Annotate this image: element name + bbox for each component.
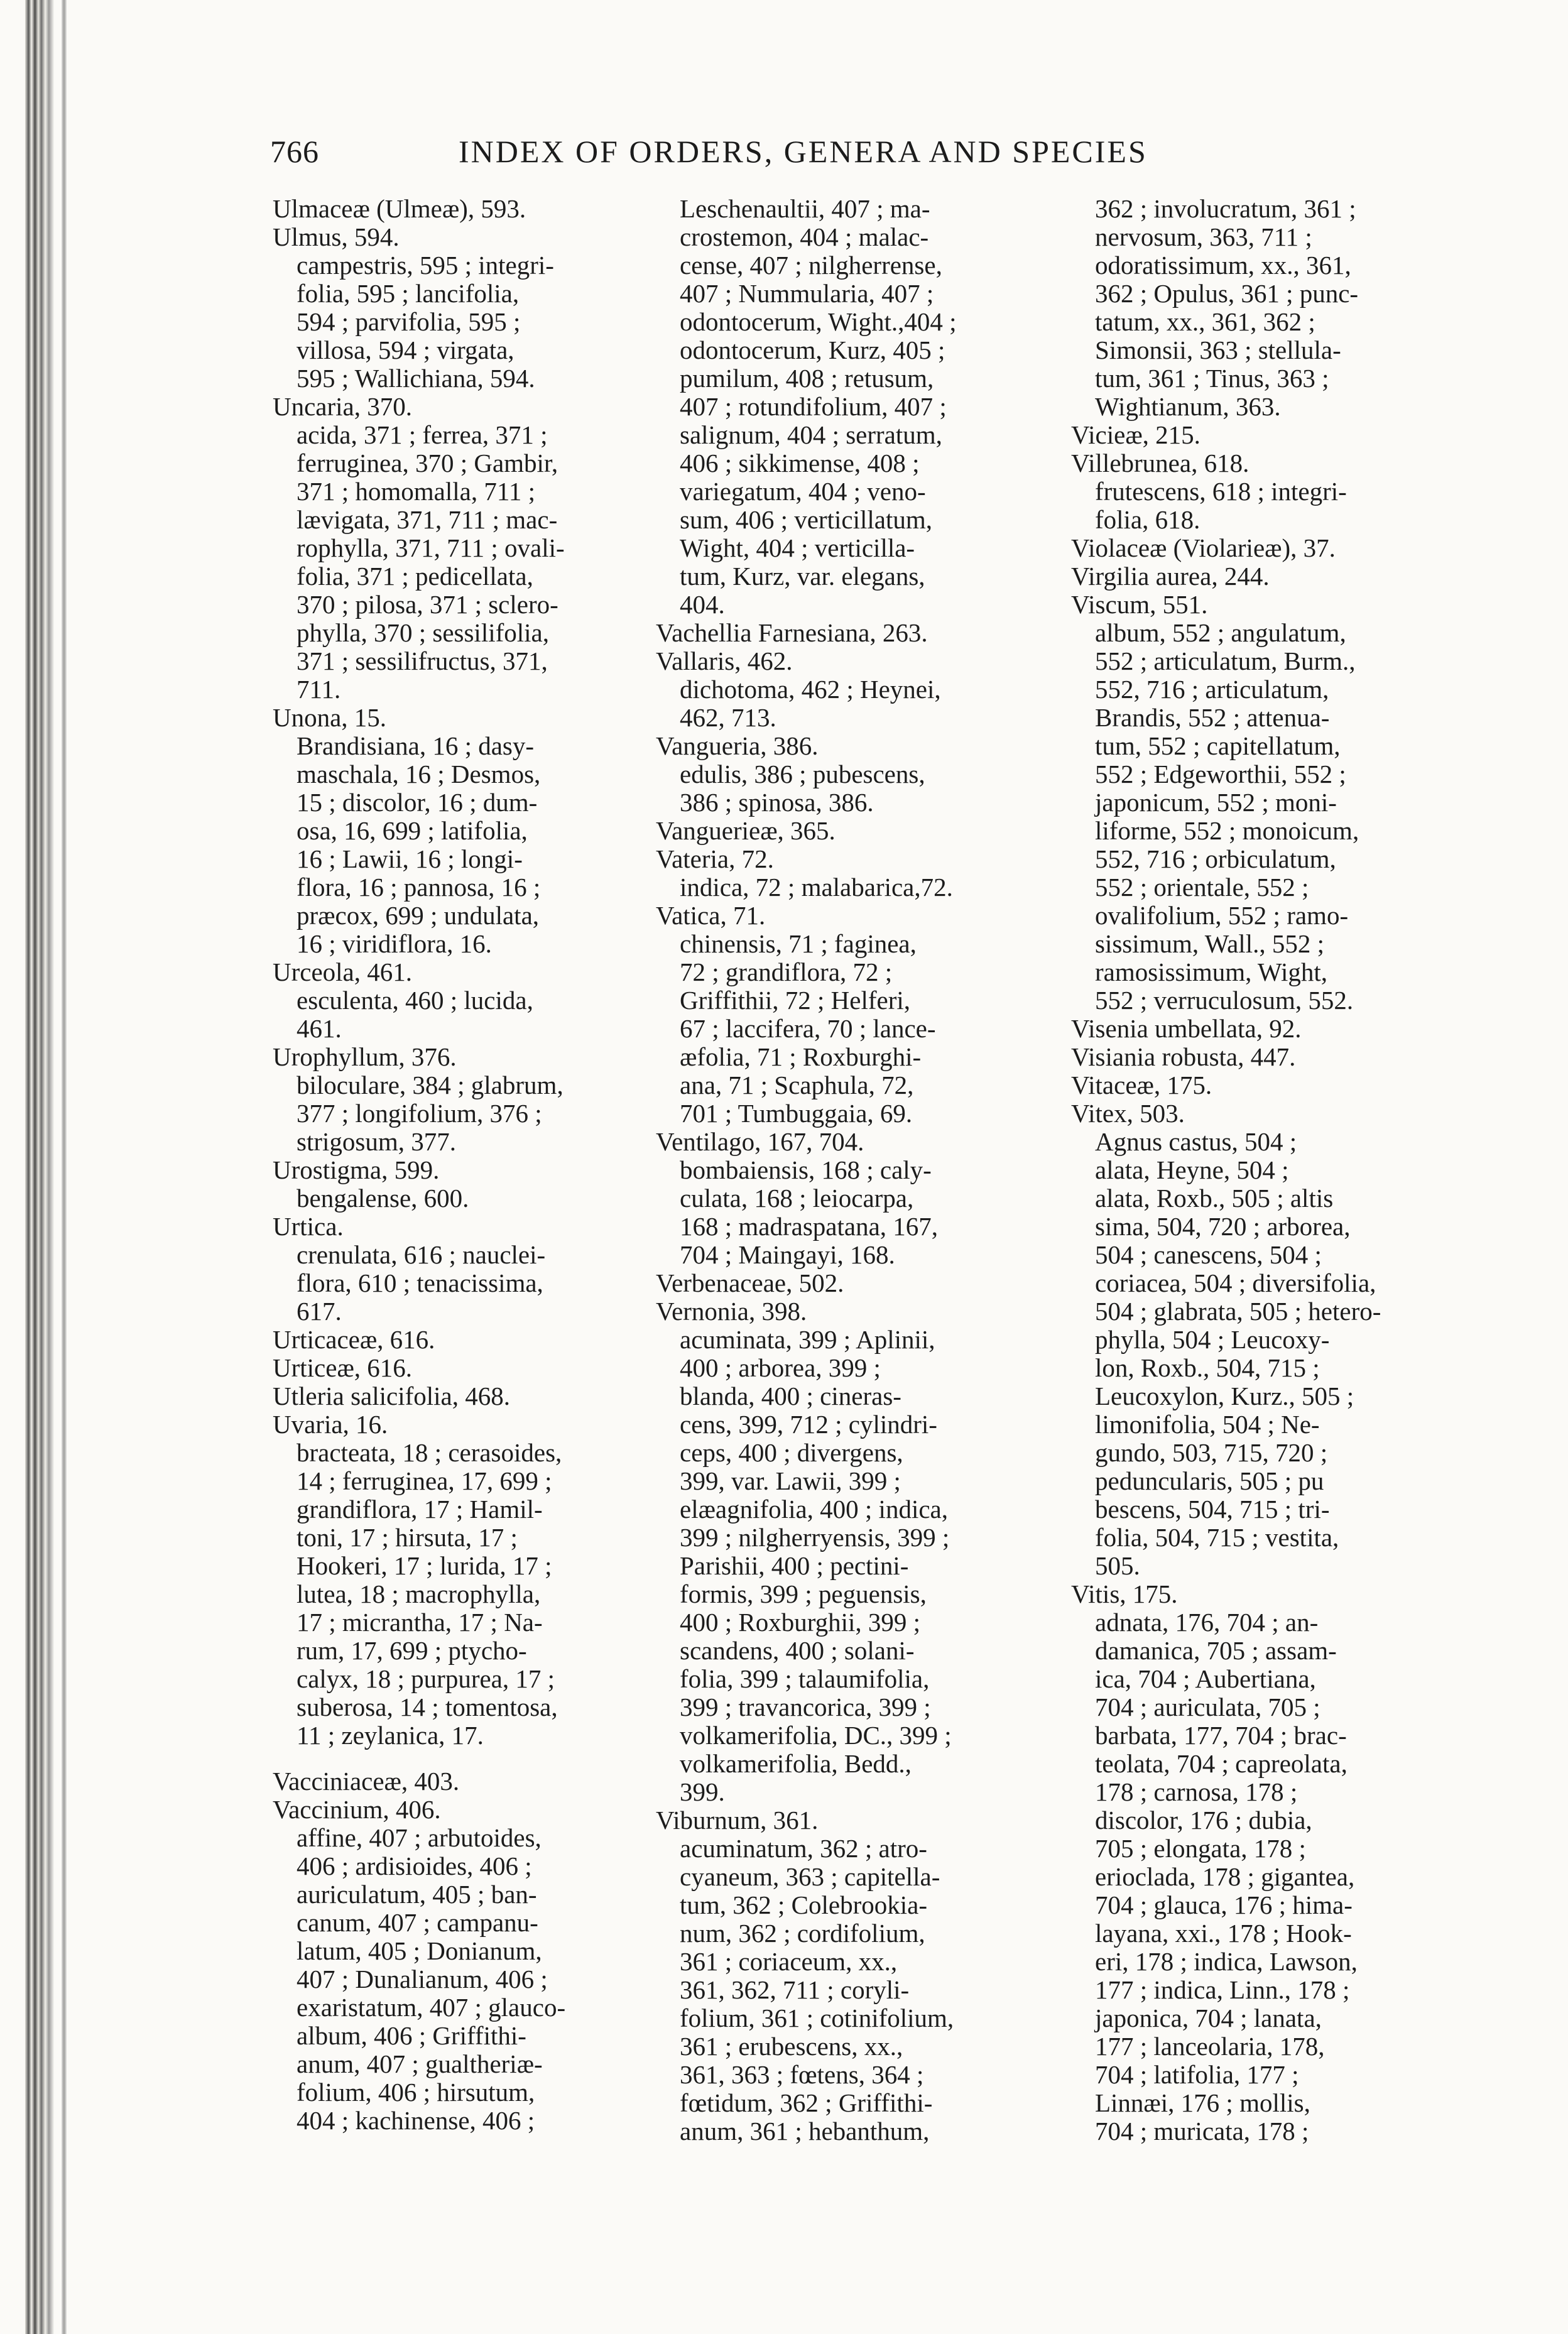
index-species-line: coriacea, 504 ; diversifolia, xyxy=(1095,1268,1376,1297)
index-entry-heading: Viscum, 551. xyxy=(1071,590,1208,619)
index-species-line: strigosum, 377. xyxy=(297,1127,456,1156)
index-entry-heading: Viburnum, 361. xyxy=(656,1806,819,1835)
index-species-line: 704 ; Maingayi, 168. xyxy=(680,1240,895,1269)
index-species-line: limonifolia, 504 ; Ne- xyxy=(1095,1410,1320,1439)
index-species-line: sum, 406 ; verticillatum, xyxy=(680,505,932,534)
index-species-line: 11 ; zeylanica, 17. xyxy=(297,1721,484,1750)
index-entry-heading: Urophyllum, 376. xyxy=(273,1042,457,1071)
index-species-line: discolor, 176 ; dubia, xyxy=(1095,1806,1312,1835)
index-species-line: ferruginea, 370 ; Gambir, xyxy=(297,449,558,477)
index-species-line: Hookeri, 17 ; lurida, 17 ; xyxy=(297,1551,552,1580)
index-species-line: fœtidum, 362 ; Griffithi- xyxy=(680,2088,933,2117)
index-species-line: folia, 504, 715 ; vestita, xyxy=(1095,1523,1339,1552)
index-species-line: 407 ; rotundifolium, 407 ; xyxy=(680,392,947,421)
index-species-line: canum, 407 ; campanu- xyxy=(297,1908,538,1937)
index-species-line: flora, 610 ; tenacissima, xyxy=(297,1268,543,1297)
index-entry-heading: Vangueria, 386. xyxy=(656,731,819,760)
index-species-line: 362 ; Opulus, 361 ; punc- xyxy=(1095,279,1359,308)
index-species-line: cense, 407 ; nilgherrense, xyxy=(680,251,942,280)
index-species-line: ana, 71 ; Scaphula, 72, xyxy=(680,1071,914,1099)
index-species-line: 399. xyxy=(680,1777,725,1806)
index-species-line: phylla, 504 ; Leucoxy- xyxy=(1095,1325,1330,1354)
index-species-line: 177 ; indica, Linn., 178 ; xyxy=(1095,1975,1350,2004)
index-species-line: phylla, 370 ; sessilifolia, xyxy=(297,618,549,647)
index-species-line: scandens, 400 ; solani- xyxy=(680,1636,915,1665)
index-species-line: damanica, 705 ; assam- xyxy=(1095,1636,1337,1665)
index-entry-heading: Urticeæ, 616. xyxy=(273,1353,413,1382)
index-species-line: Leucoxylon, Kurz., 505 ; xyxy=(1095,1382,1354,1410)
index-species-line: 461. xyxy=(297,1014,342,1043)
index-species-line: nervosum, 363, 711 ; xyxy=(1095,222,1312,251)
index-species-line: 404. xyxy=(680,590,725,619)
index-species-line: volkamerifolia, DC., 399 ; xyxy=(680,1721,952,1750)
index-entry-heading: Unona, 15. xyxy=(273,703,387,732)
index-species-line: num, 362 ; cordifolium, xyxy=(680,1919,925,1948)
index-species-line: affine, 407 ; arbutoides, xyxy=(297,1823,542,1852)
index-species-line: liforme, 552 ; monoicum, xyxy=(1095,816,1359,845)
index-species-line: lon, Roxb., 504, 715 ; xyxy=(1095,1353,1320,1382)
index-entry-heading: Visiania robusta, 447. xyxy=(1071,1042,1296,1071)
index-entry-heading: Urceola, 461. xyxy=(273,957,412,986)
index-entry-heading xyxy=(273,1750,634,1767)
index-species-line: 406 ; sikkimense, 408 ; xyxy=(680,449,920,477)
index-species-line: bengalense, 600. xyxy=(297,1184,469,1213)
index-species-line: 177 ; lanceolaria, 178, xyxy=(1095,2032,1325,2061)
index-species-line: crostemon, 404 ; malac- xyxy=(680,222,929,251)
index-species-line: frutescens, 618 ; integri- xyxy=(1095,477,1347,506)
index-species-line: cens, 399, 712 ; cylindri- xyxy=(680,1410,937,1439)
page-binding-edge xyxy=(25,0,54,2334)
index-species-line: Simonsii, 363 ; stellula- xyxy=(1095,335,1341,364)
index-species-line: 72 ; grandiflora, 72 ; xyxy=(680,957,893,986)
index-species-line: 371 ; sessilifructus, 371, xyxy=(297,646,548,675)
index-species-line: gundo, 503, 715, 720 ; xyxy=(1095,1438,1328,1467)
index-entry-heading: Ventilago, 167, 704. xyxy=(656,1127,864,1156)
index-species-line: album, 406 ; Griffithi- xyxy=(297,2021,526,2050)
index-species-line: folia, 399 ; talaumifolia, xyxy=(680,1664,930,1693)
index-species-line: 371 ; homomalla, 711 ; xyxy=(297,477,535,506)
index-species-line: æfolia, 71 ; Roxburghi- xyxy=(680,1042,922,1071)
index-species-line: folium, 406 ; hirsutum, xyxy=(297,2078,535,2107)
index-species-line: Wight, 404 ; verticilla- xyxy=(680,533,915,562)
index-species-line: 505. xyxy=(1095,1551,1140,1580)
index-species-line: alata, Roxb., 505 ; altis xyxy=(1095,1184,1334,1213)
index-species-line: 704 ; muricata, 178 ; xyxy=(1095,2117,1309,2146)
index-species-line: 400 ; arborea, 399 ; xyxy=(680,1353,881,1382)
index-species-line: peduncularis, 505 ; pu xyxy=(1095,1466,1324,1495)
index-species-line: 462, 713. xyxy=(680,703,776,732)
index-species-line: latum, 405 ; Donianum, xyxy=(297,1936,542,1965)
index-entry-heading: Violaceæ (Violarieæ), 37. xyxy=(1071,533,1336,562)
index-species-line: sima, 504, 720 ; arborea, xyxy=(1095,1212,1351,1241)
index-species-line: anum, 361 ; hebanthum, xyxy=(680,2117,930,2146)
index-species-line: 17 ; micrantha, 17 ; Na- xyxy=(297,1608,543,1637)
index-species-line: 16 ; Lawii, 16 ; longi- xyxy=(297,844,523,873)
page-number: 766 xyxy=(270,134,319,169)
index-species-line: Linnæi, 176 ; mollis, xyxy=(1095,2088,1310,2117)
index-species-line: odoratissimum, xx., 361, xyxy=(1095,251,1351,280)
index-column-1 xyxy=(273,195,634,2135)
index-species-line: teolata, 704 ; capreolata, xyxy=(1095,1749,1348,1778)
index-species-line: Leschenaultii, 407 ; ma- xyxy=(680,194,930,223)
index-species-line: 552, 716 ; orbiculatum, xyxy=(1095,844,1336,873)
index-entry-heading: Uvaria, 16. xyxy=(273,1410,388,1439)
index-species-line: flora, 16 ; pannosa, 16 ; xyxy=(297,873,541,902)
index-entry-heading: Villebrunea, 618. xyxy=(1071,449,1250,477)
index-entry-heading: Vallaris, 462. xyxy=(656,646,793,675)
index-entry-heading: Vatica, 71. xyxy=(656,901,766,930)
index-species-line: 386 ; spinosa, 386. xyxy=(680,788,874,817)
index-species-line: ramosissimum, Wight, xyxy=(1095,957,1328,986)
index-species-line: sissimum, Wall., 552 ; xyxy=(1095,929,1324,958)
index-species-line: adnata, 176, 704 ; an- xyxy=(1095,1608,1319,1637)
index-species-line: tum, 552 ; capitellatum, xyxy=(1095,731,1341,760)
index-entry-heading: Virgilia aurea, 244. xyxy=(1071,562,1270,591)
index-species-line: 399 ; travancorica, 399 ; xyxy=(680,1693,931,1721)
index-species-line: chinensis, 71 ; faginea, xyxy=(680,929,917,958)
page-header xyxy=(270,133,1250,177)
index-species-line: lutea, 18 ; macrophylla, xyxy=(297,1579,541,1608)
index-species-line: 552 ; verruculosum, 552. xyxy=(1095,986,1354,1015)
index-species-line: japonica, 704 ; lanata, xyxy=(1095,2004,1322,2032)
index-species-line: 704 ; auriculata, 705 ; xyxy=(1095,1693,1320,1721)
index-species-line: tum, Kurz, var. elegans, xyxy=(680,562,925,591)
index-species-line: calyx, 18 ; purpurea, 17 ; xyxy=(297,1664,555,1693)
index-species-line: osa, 16, 699 ; latifolia, xyxy=(297,816,528,845)
index-species-line: anum, 407 ; gualtheriæ- xyxy=(297,2049,543,2078)
index-species-line: acuminata, 399 ; Aplinii, xyxy=(680,1325,935,1354)
index-entry-heading: Vachellia Farnesiana, 263. xyxy=(656,618,928,647)
index-species-line: tatum, xx., 361, 362 ; xyxy=(1095,307,1315,336)
index-species-line: 377 ; longifolium, 376 ; xyxy=(297,1099,542,1128)
index-species-line: folia, 618. xyxy=(1095,505,1200,534)
index-species-line: villosa, 594 ; virgata, xyxy=(297,335,514,364)
index-species-line: 552 ; Edgeworthii, 552 ; xyxy=(1095,760,1346,788)
index-entry-heading: Ulmus, 594. xyxy=(273,222,400,251)
index-species-line: 399, var. Lawii, 399 ; xyxy=(680,1466,901,1495)
index-species-line: Brandis, 552 ; attenua- xyxy=(1095,703,1330,732)
index-species-line: campestris, 595 ; integri- xyxy=(297,251,554,280)
index-species-line: bracteata, 18 ; cerasoides, xyxy=(297,1438,562,1467)
index-entry-heading: Visenia umbellata, 92. xyxy=(1071,1014,1302,1043)
index-species-line: salignum, 404 ; serratum, xyxy=(680,420,942,449)
index-species-line: exaristatum, 407 ; glauco- xyxy=(297,1993,566,2022)
index-species-line: bombaiensis, 168 ; caly- xyxy=(680,1155,932,1184)
index-species-line: culata, 168 ; leiocarpa, xyxy=(680,1184,914,1213)
index-species-line: Agnus castus, 504 ; xyxy=(1095,1127,1297,1156)
index-entry-heading: Vanguerieæ, 365. xyxy=(656,816,836,845)
index-entry-heading: Urticaceæ, 616. xyxy=(273,1325,435,1354)
index-species-line: 404 ; kachinense, 406 ; xyxy=(297,2106,535,2135)
index-species-line: biloculare, 384 ; glabrum, xyxy=(297,1071,564,1099)
index-species-line: 67 ; laccifera, 70 ; lance- xyxy=(680,1014,936,1043)
index-species-line: tum, 361 ; Tinus, 363 ; xyxy=(1095,364,1329,393)
page-binding-shadow xyxy=(62,0,67,2334)
index-species-line: 552, 716 ; articulatum, xyxy=(1095,675,1329,704)
index-species-line: folia, 595 ; lancifolia, xyxy=(297,279,520,308)
index-species-line: acida, 371 ; ferrea, 371 ; xyxy=(297,420,548,449)
index-species-line: 594 ; parvifolia, 595 ; xyxy=(297,307,521,336)
index-species-line: auriculatum, 405 ; ban- xyxy=(297,1880,537,1909)
index-species-line: Parishii, 400 ; pectini- xyxy=(680,1551,909,1580)
index-entry-heading: Urostigma, 599. xyxy=(273,1155,440,1184)
index-species-line: 399 ; nilgherryensis, 399 ; xyxy=(680,1523,950,1552)
index-species-line: rum, 17, 699 ; ptycho- xyxy=(297,1636,527,1665)
index-entry-heading: Verbenaceae, 502. xyxy=(656,1268,844,1297)
index-species-line: 617. xyxy=(297,1297,342,1326)
index-species-line: odontocerum, Wight.,404 ; xyxy=(680,307,957,336)
index-species-line: 361 ; coriaceum, xx., xyxy=(680,1947,898,1976)
index-entry-heading: Ulmaceæ (Ulmeæ), 593. xyxy=(273,194,526,223)
index-species-line: ovalifolium, 552 ; ramo- xyxy=(1095,901,1349,930)
index-entry-heading: Vaccinium, 406. xyxy=(273,1795,441,1824)
index-species-line: esculenta, 460 ; lucida, xyxy=(297,986,533,1015)
index-species-line: Griffithii, 72 ; Helferi, xyxy=(680,986,911,1015)
index-species-line: ceps, 400 ; divergens, xyxy=(680,1438,903,1467)
index-entry-heading: Vitex, 503. xyxy=(1071,1099,1185,1128)
index-species-line: indica, 72 ; malabarica,72. xyxy=(680,873,953,902)
index-species-line: 178 ; carnosa, 178 ; xyxy=(1095,1777,1298,1806)
index-column-3 xyxy=(1071,195,1435,2146)
index-entry-heading: Vitaceæ, 175. xyxy=(1071,1071,1212,1099)
index-species-line: pumilum, 408 ; retusum, xyxy=(680,364,934,393)
index-species-line: 504 ; canescens, 504 ; xyxy=(1095,1240,1322,1269)
index-species-line: elæagnifolia, 400 ; indica, xyxy=(680,1495,948,1524)
index-species-line: layana, xxi., 178 ; Hook- xyxy=(1095,1919,1352,1948)
index-entry-heading: Vernonia, 398. xyxy=(656,1297,807,1326)
index-species-line: barbata, 177, 704 ; brac- xyxy=(1095,1721,1347,1750)
index-species-line: 704 ; glauca, 176 ; hima- xyxy=(1095,1890,1353,1919)
index-species-line: 704 ; latifolia, 177 ; xyxy=(1095,2060,1299,2089)
index-species-line: blanda, 400 ; cineras- xyxy=(680,1382,901,1410)
index-species-line: 701 ; Tumbuggaia, 69. xyxy=(680,1099,913,1128)
index-species-line: grandiflora, 17 ; Hamil- xyxy=(297,1495,543,1524)
index-species-line: 711. xyxy=(297,675,341,704)
index-species-line: 705 ; elongata, 178 ; xyxy=(1095,1834,1306,1863)
index-species-line: 400 ; Roxburghii, 399 ; xyxy=(680,1608,921,1637)
index-species-line: 370 ; pilosa, 371 ; sclero- xyxy=(297,590,558,619)
index-species-line: bescens, 504, 715 ; tri- xyxy=(1095,1495,1330,1524)
index-species-line: 15 ; discolor, 16 ; dum- xyxy=(297,788,538,817)
index-species-line: præcox, 699 ; undulata, xyxy=(297,901,540,930)
index-species-line: ica, 704 ; Aubertiana, xyxy=(1095,1664,1316,1693)
index-species-line: 595 ; Wallichiana, 594. xyxy=(297,364,535,393)
index-entry-heading: Vicieæ, 215. xyxy=(1071,420,1200,449)
index-species-line: album, 552 ; angulatum, xyxy=(1095,618,1346,647)
index-species-line: 504 ; glabrata, 505 ; hetero- xyxy=(1095,1297,1381,1326)
index-species-line: 168 ; madraspatana, 167, xyxy=(680,1212,939,1241)
index-species-line: cyaneum, 363 ; capitella- xyxy=(680,1862,940,1891)
index-species-line: japonicum, 552 ; moni- xyxy=(1095,788,1337,817)
index-species-line: 361 ; erubescens, xx., xyxy=(680,2032,903,2061)
index-species-line: tum, 362 ; Colebrookia- xyxy=(680,1890,928,1919)
index-column-2 xyxy=(656,195,1014,2146)
index-species-line: crenulata, 616 ; nauclei- xyxy=(297,1240,546,1269)
index-species-line: maschala, 16 ; Desmos, xyxy=(297,760,541,788)
index-entry-heading: Vitis, 175. xyxy=(1071,1579,1178,1608)
index-species-line: Wightianum, 363. xyxy=(1095,392,1281,421)
index-entry-heading: Uncaria, 370. xyxy=(273,392,412,421)
index-species-line: suberosa, 14 ; tomentosa, xyxy=(297,1693,558,1721)
index-species-line: formis, 399 ; peguensis, xyxy=(680,1579,927,1608)
index-species-line: volkamerifolia, Bedd., xyxy=(680,1749,912,1778)
index-species-line: eri, 178 ; indica, Lawson, xyxy=(1095,1947,1358,1976)
index-species-line: alata, Heyne, 504 ; xyxy=(1095,1155,1289,1184)
index-species-line: folia, 371 ; pedicellata, xyxy=(297,562,533,591)
index-entry-heading: Vacciniaceæ, 403. xyxy=(273,1767,460,1796)
index-species-line: 407 ; Nummularia, 407 ; xyxy=(680,279,934,308)
index-species-line: 361, 362, 711 ; coryli- xyxy=(680,1975,910,2004)
index-species-line: erioclada, 178 ; gigantea, xyxy=(1095,1862,1355,1891)
index-species-line: lævigata, 371, 711 ; mac- xyxy=(297,505,558,534)
index-species-line: variegatum, 404 ; veno- xyxy=(680,477,926,506)
index-species-line: 407 ; Dunalianum, 406 ; xyxy=(297,1965,548,1993)
index-species-line: acuminatum, 362 ; atro- xyxy=(680,1834,927,1863)
index-entry-heading: Vateria, 72. xyxy=(656,844,774,873)
index-species-line: 552 ; orientale, 552 ; xyxy=(1095,873,1309,902)
index-species-line: 16 ; viridiflora, 16. xyxy=(297,929,492,958)
index-entry-heading: Utleria salicifolia, 468. xyxy=(273,1382,510,1410)
index-species-line: toni, 17 ; hirsuta, 17 ; xyxy=(297,1523,518,1552)
index-species-line: folium, 361 ; cotinifolium, xyxy=(680,2004,954,2032)
index-species-line: edulis, 386 ; pubescens, xyxy=(680,760,925,788)
index-species-line: odontocerum, Kurz, 405 ; xyxy=(680,335,945,364)
index-species-line: 362 ; involucratum, 361 ; xyxy=(1095,194,1356,223)
index-species-line: dichotoma, 462 ; Heynei, xyxy=(680,675,941,704)
index-entry-heading: Urtica. xyxy=(273,1212,344,1241)
index-species-line: Brandisiana, 16 ; dasy- xyxy=(297,731,535,760)
index-species-line: 552 ; articulatum, Burm., xyxy=(1095,646,1356,675)
index-species-line: rophylla, 371, 711 ; ovali- xyxy=(297,533,565,562)
running-title: INDEX OF ORDERS, GENERA AND SPECIES xyxy=(459,134,1148,169)
index-species-line: 406 ; ardisioides, 406 ; xyxy=(297,1851,532,1880)
index-species-line: 361, 363 ; fœtens, 364 ; xyxy=(680,2060,924,2089)
index-species-line: 14 ; ferruginea, 17, 699 ; xyxy=(297,1466,552,1495)
